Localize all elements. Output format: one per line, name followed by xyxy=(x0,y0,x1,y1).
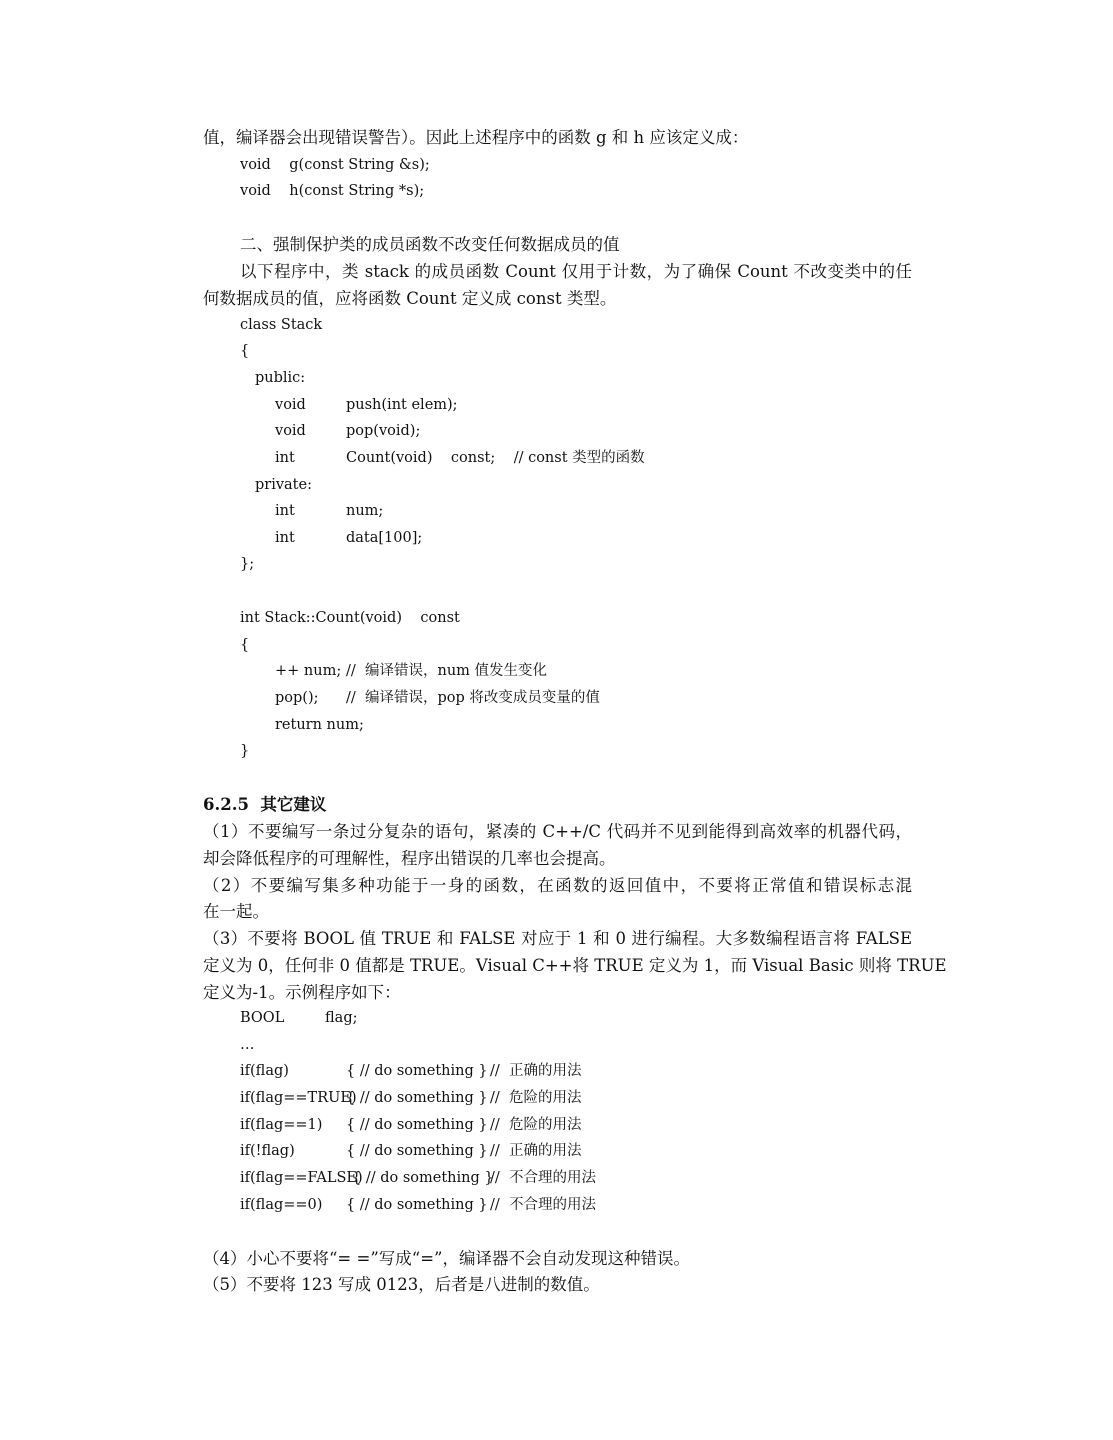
count-comment: // 编译错误，num 值发生变化 xyxy=(346,663,548,679)
member-decl: data[100]; xyxy=(346,530,423,546)
member-type: void xyxy=(275,397,306,413)
item1-line1: （1）不要编写一条过分复杂的语句，紧凑的 C++/C 代码并不见到能得到高效率的机器代码， xyxy=(203,822,912,841)
if-comment: // 危险的用法 xyxy=(490,1090,582,1106)
public-label: public: xyxy=(255,370,306,386)
bool-decl-var: flag; xyxy=(325,1010,358,1026)
item1-line2: 却会降低程序的可理解性，程序出错误的几率也会提高。 xyxy=(203,849,616,868)
class-open-brace: { xyxy=(240,343,250,359)
if-cond: if(flag) xyxy=(240,1063,289,1079)
item3-line2: 定义为 0，任何非 0 值都是 TRUE。Visual C++将 TRUE 定义为 1，而 Visual Basic 则将 TRUE xyxy=(203,956,947,975)
count-close-brace: } xyxy=(240,743,250,759)
if-cond: if(flag==1) xyxy=(240,1117,323,1133)
if-body: { // do something } xyxy=(346,1143,488,1159)
item2-line2: 在一起。 xyxy=(203,902,269,921)
class-close-brace: }; xyxy=(240,556,255,572)
if-body: { // do something } xyxy=(346,1117,488,1133)
item4: （4）小心不要将“= =”写成“=”，编译器不会自动发现这种错误。 xyxy=(203,1249,690,1268)
member-type: int xyxy=(275,503,295,519)
item3-line1: （3）不要将 BOOL 值 TRUE 和 FALSE 对应于 1 和 0 进行编程。大多数编程语言将 FALSE xyxy=(203,929,912,948)
ellipsis: … xyxy=(240,1037,255,1053)
if-body: { // do something } xyxy=(346,1090,488,1106)
member-type: void xyxy=(275,423,306,439)
if-comment: // 不合理的用法 xyxy=(490,1170,596,1186)
count-return: return num; xyxy=(275,717,364,733)
item3-line3: 定义为-1。示例程序如下： xyxy=(203,983,401,1002)
private-label: private: xyxy=(255,477,312,493)
section-title: 二、强制保护类的成员函数不改变任何数据成员的值 xyxy=(240,235,620,254)
item5: （5）不要将 123 写成 0123，后者是八进制的数值。 xyxy=(203,1275,600,1294)
count-stmt: ++ num; xyxy=(275,663,342,679)
if-body: { // do something } xyxy=(346,1197,488,1213)
code-line-h: void h(const String *s); xyxy=(240,183,425,199)
if-cond: if(flag==TRUE) xyxy=(240,1090,357,1106)
if-cond: if(flag==FALSE) xyxy=(240,1170,363,1186)
section-heading: 6.2.5 其它建议 xyxy=(203,795,327,814)
section-para-line2: 何数据成员的值，应将函数 Count 定义成 const 类型。 xyxy=(203,289,617,308)
section-para-line1: 以下程序中，类 stack 的成员函数 Count 仅用于计数，为了确保 Count 不改变类中的任 xyxy=(240,262,912,281)
member-decl: num; xyxy=(346,503,384,519)
member-type: int xyxy=(275,530,295,546)
bool-decl-type: BOOL xyxy=(240,1010,285,1026)
class-decl: class Stack xyxy=(240,317,323,333)
item2-line1: （2）不要编写集多种功能于一身的函数，在函数的返回值中，不要将正常值和错误标志混 xyxy=(203,876,912,895)
if-cond: if(flag==0) xyxy=(240,1197,323,1213)
count-stmt: pop(); xyxy=(275,690,319,706)
count-comment: // 编译错误，pop 将改变成员变量的值 xyxy=(346,690,600,706)
if-comment: // 正确的用法 xyxy=(490,1143,582,1159)
if-comment: // 危险的用法 xyxy=(490,1117,582,1133)
if-comment: // 不合理的用法 xyxy=(490,1197,596,1213)
member-decl: pop(void); xyxy=(346,423,421,439)
member-decl: Count(void) const; // const 类型的函数 xyxy=(346,450,645,466)
if-body: { // do something } xyxy=(346,1063,488,1079)
member-decl: push(int elem); xyxy=(346,397,458,413)
intro-text: 值，编译器会出现错误警告）。因此上述程序中的函数 g 和 h 应该定义成： xyxy=(203,128,749,147)
member-type: int xyxy=(275,450,295,466)
count-open-brace: { xyxy=(240,637,250,653)
if-comment: // 正确的用法 xyxy=(490,1063,582,1079)
code-line-g: void g(const String &s); xyxy=(240,157,430,173)
if-body: { // do something } xyxy=(352,1170,494,1186)
if-cond: if(!flag) xyxy=(240,1143,295,1159)
count-signature: int Stack::Count(void) const xyxy=(240,610,460,626)
